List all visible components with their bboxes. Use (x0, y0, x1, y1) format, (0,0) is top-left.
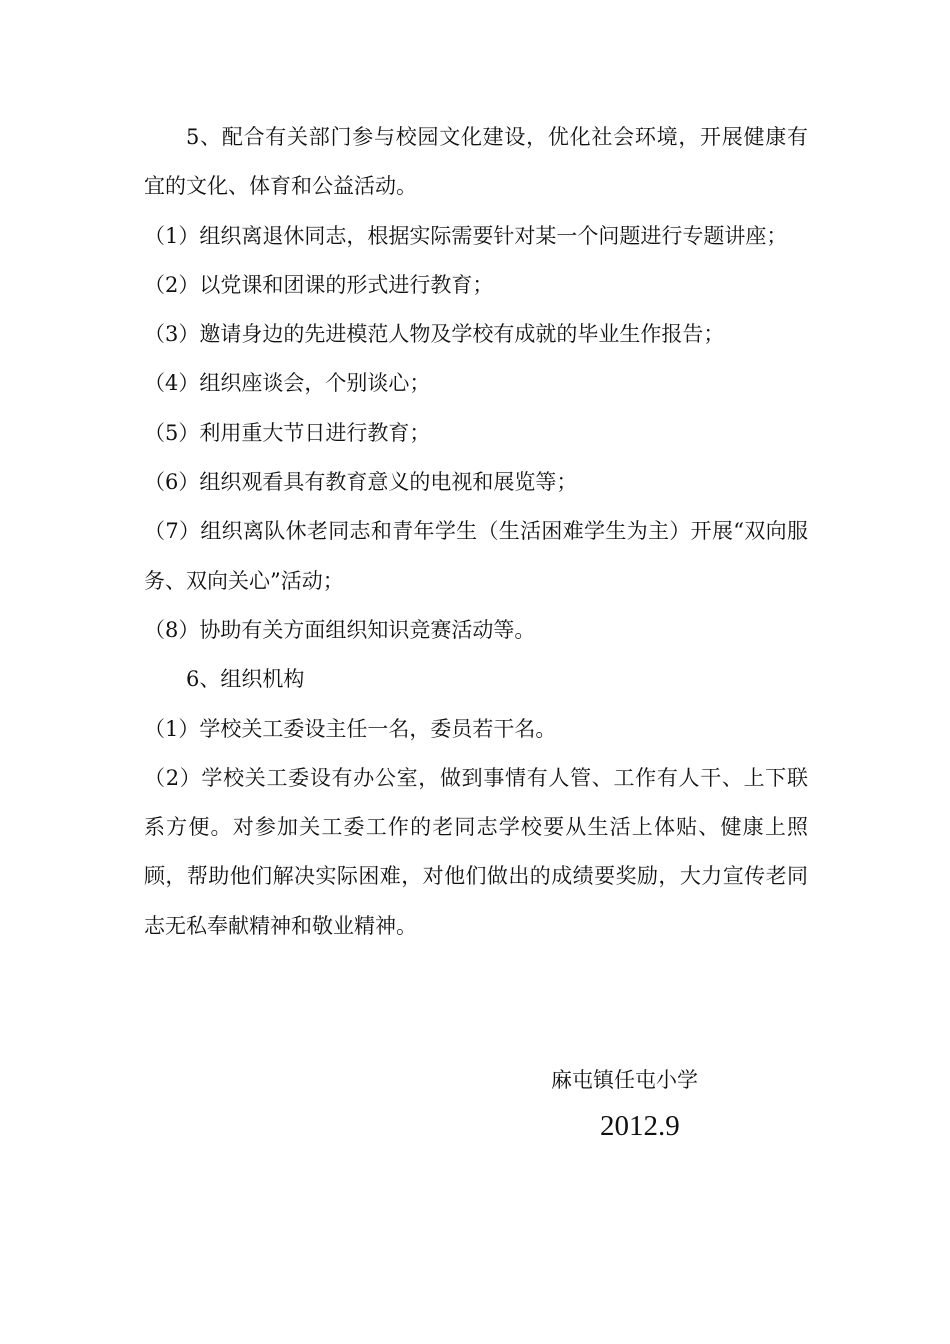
list-item-5-3: （3）邀请身边的先进模范人物及学校有成就的毕业生作报告； (144, 322, 725, 347)
list-item-6-2: （2）学校关工委设有办公室，做到事情有人管、工作有人干、上下联系方便。对参加关工委工作的老同志学校要从生活上体贴、健康上照顾，帮助他们解决实际困难，对他们做出的成绩要奖励，大力宣传老同志无私奉献精神和敬业精神。 (144, 765, 808, 938)
list-item-5-8: （8）协助有关方面组织知识竞赛活动等。 (144, 617, 536, 642)
signature-date: 2012.9 (600, 1110, 680, 1142)
list-item-5-5: （5）利用重大节日进行教育； (144, 420, 431, 445)
list-item-5-4: （4）组织座谈会，个别谈心； (144, 371, 431, 396)
list-item-5-1: （1）组织离退休同志，根据实际需要针对某一个问题进行专题讲座； (144, 223, 788, 248)
list-item-5-7: （7）组织离队休老同志和青年学生（生活困难学生为主）开展“双向服务、双向关心”活动； (144, 519, 808, 593)
list-item-6-1: （1）学校关工委设主任一名，委员若干名。 (144, 716, 557, 741)
paragraph-section-5: 5、配合有关部门参与校园文化建设，优化社会环境，开展健康有宜的文化、体育和公益活动。 (144, 125, 808, 199)
signature-school-name: 麻屯镇任屯小学 (551, 1068, 698, 1092)
document-body (144, 113, 808, 951)
section-heading-6: 6、组织机构 (186, 667, 305, 692)
list-item-5-2: （2）以党课和团课的形式进行教育； (144, 272, 494, 297)
list-item-5-6: （6）组织观看具有教育意义的电视和展览等； (144, 470, 578, 495)
